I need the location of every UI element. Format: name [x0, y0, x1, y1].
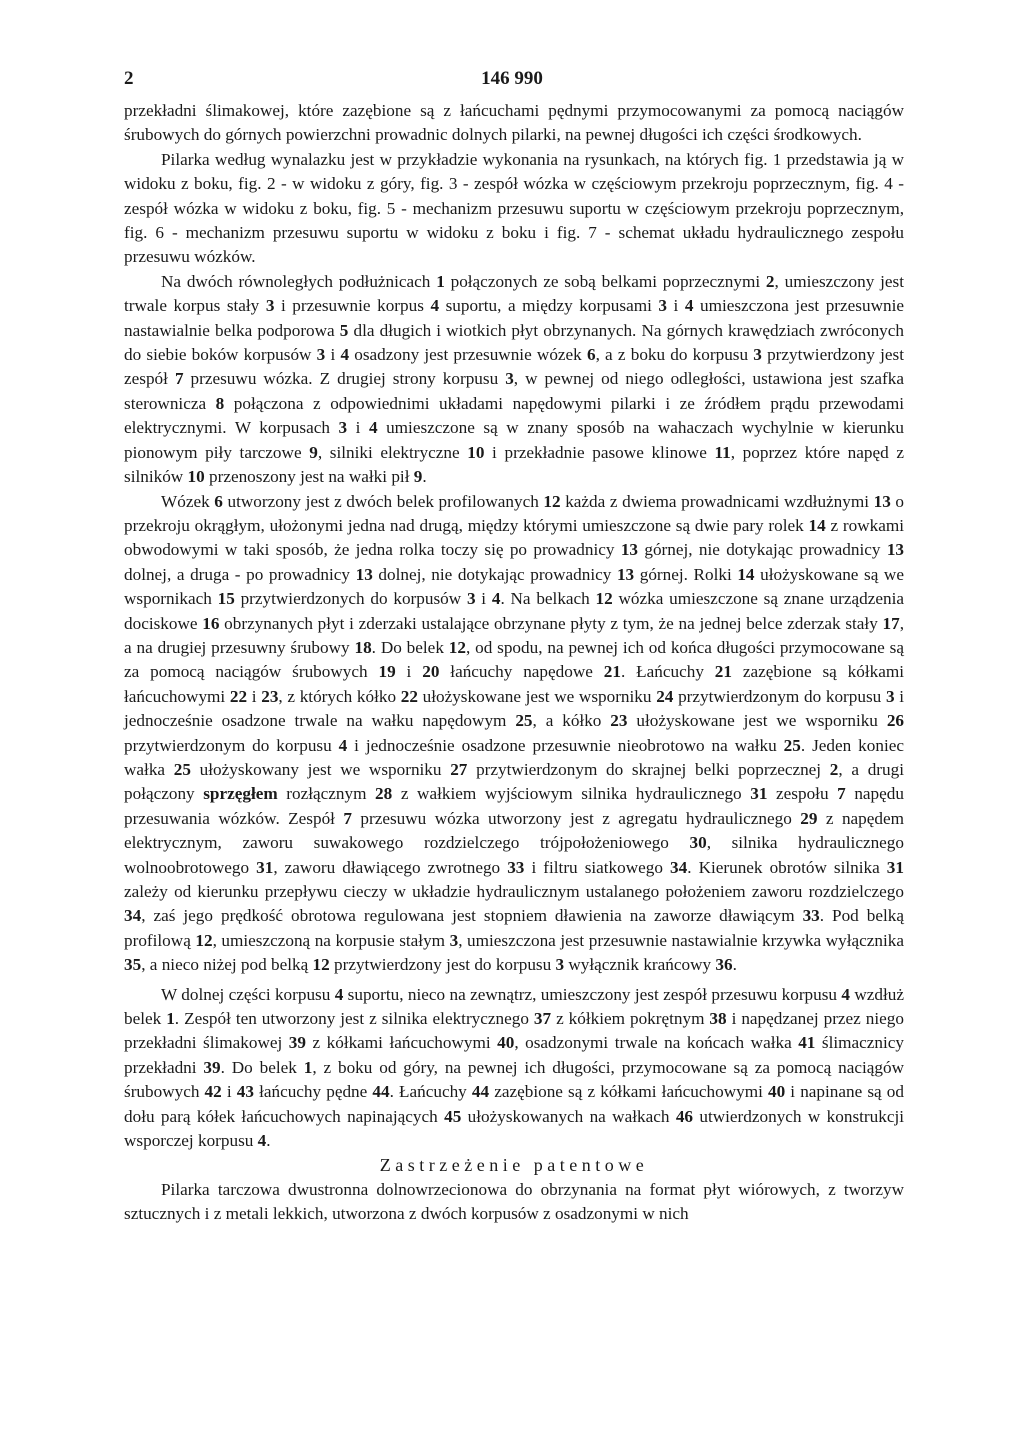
reference-numeral: 21 — [603, 662, 621, 682]
reference-numeral: 46 — [675, 1106, 693, 1126]
text-run: zależy od kierunku przepływu cieczy w układzie hydraulicznym ustalanego położeniem zaworu rozdzielczego — [124, 882, 904, 901]
text-run: Pilarka według wynalazku jest w przykładzie wykonania na rysunkach, na których fig. 1 przedstawia ją w widoku z boku, fig. 2 - w widoku z góry, fig. 3 - zespół wózka w częściowym przekroju poprzecznym, fig. 4 - zespół wózka w widoku z boku, fig. 5 - mechanizm przesuwu suportu w częściowym przekroju poprzecznym, fig. 6 - mechanizm przesuwu suportu w widoku z boku i fig. 7 - schemat układu hydraulicznego zespołu przesuwu wózków. — [124, 149, 904, 267]
text-run: . Łańcuchy — [389, 1082, 472, 1102]
text-run: wyłącznik krańcowy — [564, 955, 716, 975]
text-run: i napinane są od dołu parą kółek łańcuchowych napinających — [124, 1082, 904, 1126]
reference-numeral: 4 — [368, 418, 378, 438]
reference-numeral: 25 — [515, 711, 533, 731]
text-run: z kółkiem pokrętnym — [551, 1009, 710, 1029]
text-run: , od spodu, na pewnej ich od końca długości przymocowane są za pomocą naciągów śrubowych — [124, 637, 904, 682]
text-run: ułożyskowany jest we wsporniku — [190, 759, 451, 779]
text-run: i — [247, 686, 262, 706]
reference-numeral: 8 — [215, 393, 225, 413]
text-run: i — [347, 418, 369, 438]
reference-numeral: 7 — [343, 808, 352, 828]
text-run: . Pod belką profilową — [124, 906, 904, 950]
reference-numeral: 40 — [497, 1033, 515, 1053]
text-run: zespołu — [767, 784, 838, 804]
text-run: i jednocześnie osadzone przesuwnie nieobrotowo na wałku — [347, 735, 784, 755]
text-run: łańcuchy pędne — [253, 1082, 373, 1102]
paragraph — [124, 270, 904, 490]
text-run: , zaś jego prędkość obrotowa regulowana jest stopniem dławienia na zaworze dławiącym — [141, 906, 803, 926]
text-run: . — [422, 467, 427, 487]
text-run: dolnej, nie dotykając prowadnicy — [372, 564, 617, 584]
reference-numeral: 3 — [885, 686, 895, 706]
paragraph — [124, 99, 904, 148]
text-run: , a drugi połączony — [124, 759, 904, 804]
reference-numeral: 3 — [265, 296, 275, 316]
reference-numeral: 4 — [340, 345, 350, 365]
text-run: i — [666, 296, 685, 316]
reference-numeral: 25 — [783, 735, 801, 755]
text-run: , umieszczona jest przesuwnie nastawialnie krzywka wyłącznika — [458, 930, 904, 950]
paragraph — [124, 490, 904, 978]
reference-numeral: 40 — [768, 1082, 786, 1102]
reference-numeral: 45 — [444, 1106, 462, 1126]
claims-heading: Zastrzeżenie patentowe — [379, 1155, 649, 1176]
text-run: z rowkami obwodowymi w taki sposób, że jedna rolka toczy się po prowadnicy — [124, 515, 904, 560]
text-run: , osadzonymi trwale na końcach wałka — [514, 1033, 799, 1053]
reference-numeral: 3 — [338, 418, 348, 438]
text-run: przytwierdzonym do korpusu — [673, 686, 886, 706]
text-run: umieszczona jest przesuwnie nastawialnie belka podporowa — [124, 296, 904, 340]
text-run: , a z boku do korpusu — [595, 345, 754, 365]
text-run: wzdłuż belek — [124, 984, 904, 1029]
text-run: o przekroju okrągłym, ułożonymi jedna nad drugą, między którymi umieszczone są dwie pary rolek — [124, 491, 905, 535]
text-run: dla długich i wiotkich płyt obrzynanych. Na górnych krawędziach zwróconych do siebie boków korpusów — [124, 320, 904, 365]
text-run: ślimacznicy przekładni — [124, 1033, 904, 1077]
reference-numeral: 4 — [491, 589, 501, 609]
reference-numeral: 34 — [124, 906, 142, 926]
text-run: . Kierunek obrotów silnika — [687, 857, 887, 877]
paragraph — [124, 148, 904, 270]
reference-numeral: 37 — [533, 1009, 552, 1029]
reference-numeral: 41 — [798, 1033, 816, 1053]
text-run: górnej. Rolki — [634, 564, 738, 584]
reference-numeral: 9 — [309, 442, 318, 462]
text-run: i przekładnie pasowe klinowe — [484, 442, 715, 462]
text-run: Wózek — [161, 491, 215, 511]
text-run: , z których kółko — [278, 686, 401, 706]
reference-numeral: 3 — [449, 930, 459, 950]
reference-numeral: 35 — [124, 955, 142, 975]
text-run: , silnika hydraulicznego wolnoobrotowego — [124, 833, 904, 877]
reference-numeral: 30 — [689, 833, 707, 853]
text-run: górnej, nie dotykając prowadnicy — [638, 540, 887, 560]
reference-numeral: 3 — [505, 369, 514, 389]
reference-numeral: 13 — [873, 491, 891, 511]
reference-numeral: 31 — [256, 857, 274, 877]
reference-numeral: 2 — [765, 271, 775, 291]
reference-numeral: 36 — [715, 955, 733, 975]
reference-numeral: 39 — [288, 1033, 306, 1053]
text-run: z napędem elektrycznym, zaworu suwakowego rozdzielczego trójpołożeniowego — [124, 808, 904, 853]
reference-numeral: 3 — [466, 589, 476, 609]
text-run: obrzynanych płyt i zderzaki ustalające obrzynane płyty z tym, że na jednej belce zderzak stały — [219, 613, 883, 633]
text-run: . Łańcuchy — [620, 662, 715, 682]
reference-numeral: 7 — [837, 784, 846, 804]
text-run: przytwierdzonym do skrajnej belki poprzecznej — [467, 759, 830, 779]
text-run: ułożyskowanych na wałkach — [461, 1106, 676, 1126]
reference-numeral: 16 — [202, 613, 220, 633]
text-run: . Zespół ten utworzony jest z silnika elektrycznego — [174, 1009, 534, 1029]
text-run: . Na belkach — [500, 589, 596, 609]
reference-numeral: 4 — [334, 984, 344, 1004]
reference-numeral: 5 — [339, 320, 349, 340]
reference-numeral: 4 — [841, 984, 850, 1004]
reference-numeral: 3 — [753, 345, 762, 365]
text-run: przytwierdzony jest do korpusu — [329, 955, 556, 975]
text-run: Na dwóch równoległych podłużnicach — [161, 271, 437, 291]
text-run: suportu, nieco na zewnątrz, umieszczony jest zespół przesuwu korpusu — [343, 984, 842, 1004]
text-run: i — [221, 1082, 237, 1102]
reference-numeral: 1 — [166, 1009, 175, 1029]
reference-numeral: 4 — [684, 296, 694, 316]
reference-numeral: 21 — [714, 662, 732, 682]
reference-numeral: 42 — [204, 1082, 222, 1102]
text-run: przesuwu wózka. Z drugiej strony korpusu — [183, 369, 506, 389]
reference-numeral: 6 — [214, 491, 223, 511]
reference-numeral: 3 — [658, 296, 667, 316]
reference-numeral: 44 — [471, 1082, 490, 1102]
claims-paragraph: Pilarka tarczowa dwustronna dolnowrzecionowa do obrzynania na format płyt wiórowych, z tworzyw sztucznych i z metali lekkich, utworzona z dwóch korpusów z osadzonymi w nich — [124, 1179, 904, 1224]
text-run: , z boku od góry, na pewnej ich długości, przymocowane są za pomocą naciągów śrubowych — [124, 1057, 904, 1102]
reference-numeral: 43 — [236, 1082, 254, 1102]
text-run: , silniki elektryczne — [317, 442, 468, 462]
text-run: , zaworu dławiącego zwrotnego — [273, 857, 508, 877]
reference-numeral: 12 — [448, 637, 466, 657]
reference-numeral: 4 — [430, 296, 440, 316]
reference-numeral: 29 — [800, 808, 818, 828]
reference-numeral: 31 — [886, 857, 904, 877]
reference-numeral: 33 — [507, 857, 525, 877]
text-run: przesuwu wózka utworzony jest z agregatu hydraulicznego — [351, 808, 801, 828]
text-run: ułożyskowane jest we wsporniku — [627, 711, 887, 731]
text-run: wózka umieszczone są znane urządzenia dociskowe — [124, 589, 905, 633]
text-run: suportu, a między korpusami — [439, 296, 659, 316]
reference-numeral: 26 — [886, 711, 904, 731]
reference-numeral: 12 — [543, 491, 561, 511]
text-run: osadzony jest przesuwnie wózek — [349, 345, 587, 365]
reference-numeral: 25 — [173, 759, 191, 779]
text-run: utwierdzonych w konstrukcji wsporczej korpusu — [124, 1106, 905, 1151]
reference-numeral: 1 — [436, 271, 445, 291]
text-run: przytwierdzonym do korpusu — [124, 735, 339, 755]
text-run: , a kółko — [532, 711, 611, 731]
document-body — [124, 99, 904, 1227]
reference-numeral: 17 — [882, 613, 900, 633]
reference-numeral: 22 — [229, 686, 248, 706]
reference-numeral: 38 — [709, 1009, 727, 1029]
reference-numeral: 12 — [312, 955, 330, 975]
text-run: połączona z odpowiednimi układami napędowymi pilarki i ze źródłem prądu przewodami elektrycznymi. W korpusach — [124, 393, 905, 438]
text-run: z kółkami łańcuchowymi — [305, 1033, 498, 1053]
reference-numeral: 18 — [354, 637, 372, 657]
reference-numeral: 15 — [217, 589, 235, 609]
reference-numeral: 10 — [187, 467, 205, 487]
text-run: przytwierdzonych do korpusów — [234, 589, 467, 609]
reference-numeral: 12 — [195, 930, 213, 950]
paragraph — [124, 983, 904, 1154]
text-run: połączonych ze sobą belkami poprzecznymi — [444, 271, 766, 291]
text-run: . — [266, 1131, 271, 1151]
reference-numeral: 2 — [829, 759, 839, 779]
text-run: przekładni ślimakowej, które zazębione są z łańcuchami pędnymi przymocowanymi za pomocą naciągów śrubowych do górnych powierzchni prowadnic dolnych pilarki, na pewnej długości ich części środkowych. — [124, 101, 904, 145]
reference-numeral: 14 — [737, 564, 755, 584]
page-number: 2 — [124, 68, 134, 89]
reference-numeral: 23 — [610, 711, 628, 731]
text-run: ułożyskowane jest we wsporniku — [417, 686, 657, 706]
reference-numeral: 44 — [372, 1082, 390, 1102]
text-run: ułożyskowane są we wspornikach — [124, 564, 904, 609]
reference-numeral: 28 — [375, 784, 393, 804]
reference-numeral: 39 — [203, 1057, 221, 1077]
text-run: . Do belek — [220, 1057, 304, 1077]
reference-numeral: 22 — [400, 686, 418, 706]
text-run: , umieszczoną na korpusie stałym — [212, 930, 450, 950]
text-run: , w pewnej od niego odległości, ustawiona jest szafka sterownicza — [124, 369, 904, 413]
text-run: napędu przesuwania wózków. Zespół — [124, 784, 904, 828]
text-run: umieszczone są w znany sposób na wahaczach wychylnie w kierunku pionowym piły tarczowe — [124, 418, 904, 462]
text-run: i filtru siatkowego — [524, 857, 671, 877]
text-run: , poprzez które napęd z silników — [124, 442, 904, 487]
text-run: , a nieco niżej pod belką — [141, 955, 313, 975]
reference-numeral: 13 — [886, 540, 905, 560]
text-run: i — [395, 662, 423, 682]
reference-numeral: sprzęgłem — [203, 784, 278, 804]
reference-numeral: 20 — [422, 662, 440, 682]
reference-numeral: 6 — [586, 345, 596, 365]
text-run: W dolnej części korpusu — [161, 984, 335, 1004]
reference-numeral: 13 — [616, 564, 635, 584]
reference-numeral: 9 — [413, 467, 423, 487]
reference-numeral: 7 — [174, 369, 184, 389]
text-run: zazębione są z kółkami łańcuchowymi — [489, 1082, 768, 1102]
patent-number: 146 990 — [481, 68, 543, 89]
reference-numeral: 31 — [750, 784, 768, 804]
reference-numeral: 12 — [595, 589, 613, 609]
reference-numeral: 11 — [714, 442, 731, 462]
text-run: zazębione są kółkami łańcuchowymi — [124, 662, 904, 706]
text-run: łańcuchy napędowe — [439, 662, 604, 682]
text-run: i jednocześnie osadzone trwale na wałku napędowym — [124, 686, 904, 731]
text-run: każda z dwiema prowadnicami wzdłużnymi — [560, 491, 874, 511]
reference-numeral: 3 — [555, 955, 565, 975]
text-run: . Do belek — [371, 637, 449, 657]
text-run: przytwierdzony jest zespół — [124, 345, 905, 389]
reference-numeral: 23 — [261, 686, 279, 706]
reference-numeral: 1 — [303, 1057, 313, 1077]
text-run: , a na drugiej przesuwny śrubowy — [124, 613, 905, 657]
reference-numeral: 4 — [257, 1131, 267, 1151]
reference-numeral: 14 — [808, 515, 826, 535]
text-run: i — [475, 589, 492, 609]
text-run: przenoszony jest na wałki pił — [204, 467, 414, 487]
reference-numeral: 33 — [802, 906, 820, 926]
text-run: dolnej, a druga - po prowadnicy — [124, 564, 356, 584]
text-run: i przesuwnie korpus — [274, 296, 431, 316]
reference-numeral: 27 — [450, 759, 468, 779]
reference-numeral: 4 — [338, 735, 348, 755]
reference-numeral: 19 — [378, 662, 396, 682]
reference-numeral: 3 — [316, 345, 326, 365]
text-run: i napędzanej przez niego przekładni ślimakowej — [124, 1009, 904, 1053]
reference-numeral: 10 — [467, 442, 485, 462]
reference-numeral: 13 — [620, 540, 639, 560]
text-run: . — [732, 955, 737, 975]
text-run: , umieszczony jest trwale korpus stały — [124, 271, 904, 316]
text-run: i — [325, 345, 341, 365]
text-run: z wałkiem wyjściowym silnika hydraulicznego — [392, 784, 751, 804]
text-run: utworzony jest z dwóch belek profilowanych — [222, 491, 544, 511]
text-run: rozłącznym — [277, 784, 376, 804]
reference-numeral: 13 — [355, 564, 373, 584]
reference-numeral: 34 — [670, 857, 688, 877]
text-run: . Jeden koniec wałka — [124, 735, 904, 779]
reference-numeral: 24 — [656, 686, 674, 706]
